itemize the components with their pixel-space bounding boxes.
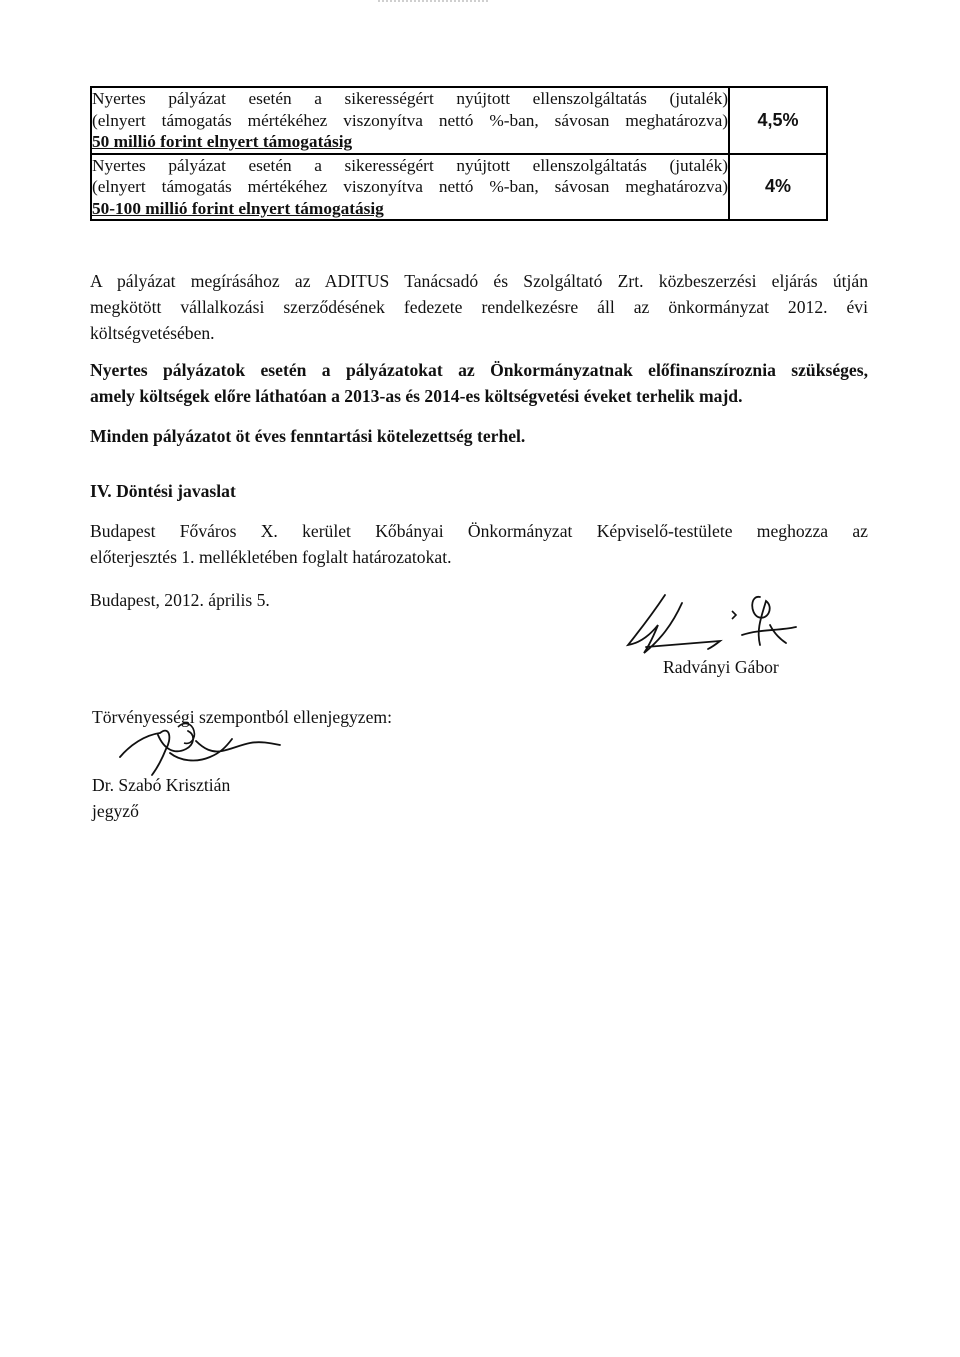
paragraph-line: Budapest Főváros X. kerület Kőbányai Önkormányzat Képviselő-testülete meghozza az bbox=[90, 521, 868, 541]
row-band-label: 50-100 millió forint elnyert támogatásig bbox=[92, 198, 384, 218]
countersign-name: Dr. Szabó Krisztián bbox=[92, 775, 231, 795]
date-line: Budapest, 2012. április 5. bbox=[90, 590, 270, 610]
row-band-label: 50 millió forint elnyert támogatásig bbox=[92, 132, 353, 151]
row-text-line: (elnyert támogatás mértékéhez viszonyítva nettó %-ban, sávosan meghatározva) bbox=[92, 110, 728, 130]
table-row bbox=[91, 154, 827, 221]
paragraph-line: előterjesztés 1. mellékletében foglalt határozatokat. bbox=[90, 547, 452, 567]
prefinancing-paragraph bbox=[90, 357, 868, 409]
maintenance-paragraph: Minden pályázatot öt éves fenntartási kötelezettség terhel. bbox=[90, 426, 526, 446]
table-cell-rate: 4% bbox=[729, 154, 827, 221]
decision-paragraph bbox=[90, 518, 868, 570]
section-heading: IV. Döntési javaslat bbox=[90, 481, 236, 501]
scan-artifact bbox=[378, 0, 488, 4]
row-text-line: Nyertes pályázat esetén a sikerességért nyújtott ellenszolgáltatás (jutalék) bbox=[92, 155, 728, 175]
commission-table bbox=[90, 86, 828, 221]
paragraph-line: költségvetésében. bbox=[90, 323, 215, 343]
funding-paragraph bbox=[90, 268, 868, 346]
row-text-line: Nyertes pályázat esetén a sikerességért nyújtott ellenszolgáltatás (jutalék) bbox=[92, 89, 728, 108]
table-row bbox=[91, 87, 827, 154]
paragraph-line: A pályázat megírásához az ADITUS Tanácsadó és Szolgáltató Zrt. közbeszerzési eljárás útján bbox=[90, 271, 868, 291]
paragraph-line: megkötött vállalkozási szerződésének fedezete rendelkezésre áll az önkormányzat 2012. évi bbox=[90, 297, 868, 317]
paragraph-line: Nyertes pályázatok esetén a pályázatokat az Önkormányzatnak előfinanszíroznia szükséges, bbox=[90, 360, 868, 380]
table-cell-description bbox=[91, 154, 729, 221]
row-text-line: (elnyert támogatás mértékéhez viszonyítva nettó %-ban, sávosan meghatározva) bbox=[92, 177, 728, 196]
table-cell-description bbox=[91, 87, 729, 154]
countersign-label: Törvényességi szempontból ellenjegyzem: bbox=[92, 707, 392, 727]
countersign-title: jegyző bbox=[92, 801, 139, 821]
paragraph-line: amely költségek előre láthatóan a 2013-as és 2014-es költségvetési éveket terhelik majd. bbox=[90, 386, 743, 406]
table-cell-rate: 4,5% bbox=[729, 87, 827, 154]
signer-name: Radványi Gábor bbox=[663, 657, 779, 677]
